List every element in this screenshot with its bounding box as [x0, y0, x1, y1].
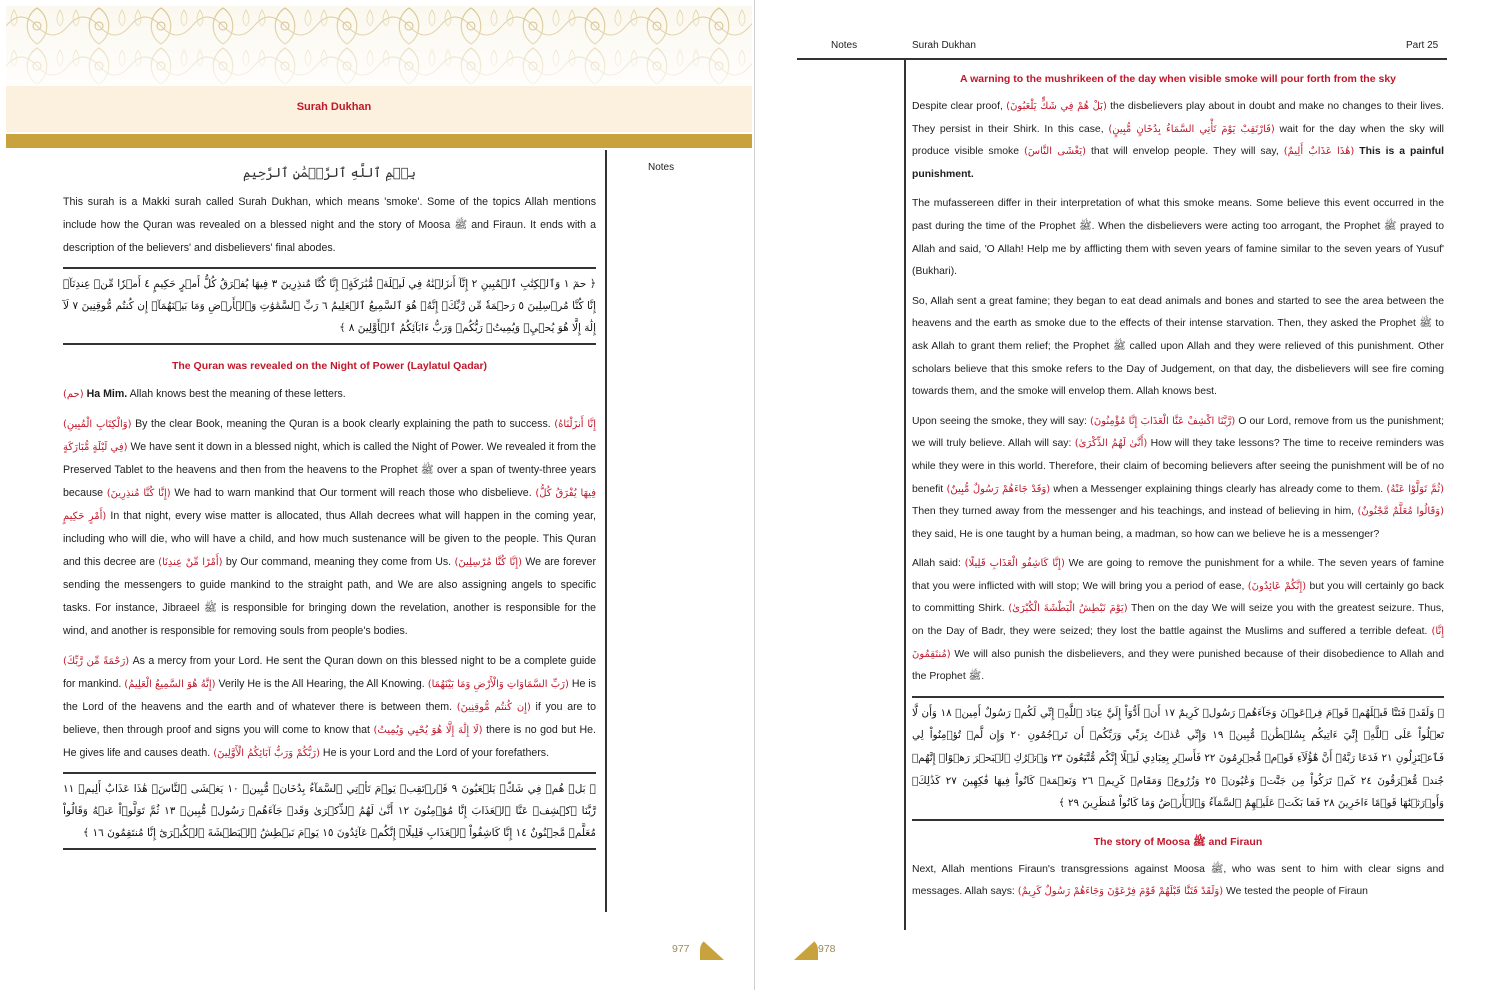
- paragraph: [912, 859, 1444, 904]
- notes-column-rule: [904, 60, 906, 930]
- paragraph: So, Allah sent a great famine; they began to eat dead animals and bones and started to see the area between the heavens and the earth as smoke due to the effects of their intense starvation. Then, they asked the Prophet ﷺ to ask Allah to grant them relief; the Prophet ﷺ called upon Allah and they were relieved of this punishment. Other scholars believe that this smoke refers to the Day of Judgement, on that day, the disbelievers will see fire coming towards them, and the smoke will envelop them. Allah knows best.: [912, 295, 1444, 398]
- text: How will they take lessons? The time to receive reminders was while they were in this world. Therefore, their claim of becoming believers after seeing the punishment will be of no benefit: [912, 438, 1445, 495]
- text: Then on the day We will seize you with the greatest seizure. Thus, on the Day of Badr, they were seized; they lost the battle against the Muslims and suffered a terrible defeat.: [912, 603, 1445, 638]
- surah-title: Surah Dukhan: [296, 101, 372, 113]
- text: As a mercy from your Lord. He sent the Quran down on this blessed night to be a complete guide for mankind.: [63, 655, 596, 690]
- text: the disbelievers play about in doubt and make no changes to their lives. They persist in their Shirk. In this case,: [912, 101, 1445, 135]
- text: they said, He is one taught by a human being, a madman, so how can we believe he is a messenger?: [912, 528, 1380, 540]
- arabic-quote: (إِن كُنتُم مُّوقِنِينَ): [456, 702, 531, 713]
- right-body-column: [912, 62, 1444, 911]
- notes-column-rule: [605, 150, 607, 912]
- arabic-quote: (يَوْمَ نَبْطِشُ الْبَطْشَةَ الْكُبْرَىٰ): [1008, 603, 1128, 615]
- page-number: 978: [818, 943, 836, 955]
- arabic-verses: ﴿ وَلَقَدۡ فَتَنَّا قَبۡلَهُمۡ قَوۡمَ فِرۡعَوۡنَ وَجَآءَهُمۡ رَسُولٞ كَرِيمٌ ١٧ أَنۡ أَدُّوٓاْ إِلَيَّ عِبَادَ ٱللَّهِۖ إِنِّي لَكُمۡ رَسُولٌ أَمِينٞ ١٨ وَأَن لَّا تَعۡلُواْ عَلَى ٱللَّهِۖ إِنِّيٓ ءَاتِيكُم بِسُلۡطَٰنٖ مُّبِينٖ ١٩ وَإِنِّي عُذۡتُ بِرَبِّي وَرَبِّكُمۡ أَن تَرۡجُمُونِ ٢٠ وَإِن لَّمۡ تُؤۡمِنُواْ لِي فَٱعۡتَزِلُونِ ٢١ فَدَعَا رَبَّهُۥٓ أَنَّ هَٰٓؤُلَآءِ قَوۡمٞ مُّجۡرِمُونَ ٢٢ فَأَسۡرِ بِعِبَادِي لَيۡلًا إِنَّكُم مُّتَّبَعُونَ ٢٣ وَٱتۡرُكِ ٱلۡبَحۡرَ رَهۡوًاۖ إِنَّهُمۡ جُندٞ مُّغۡرَقُونَ ٢٤ كَمۡ تَرَكُواْ مِن جَنَّٰتٖ وَعُيُونٖ ٢٥ وَزُرُوعٖ وَمَقَامٖ كَرِيمٖ ٢٦ وَنَعۡمَةٖ كَانُواْ فِيهَا فَٰكِهِينَ ٢٧ كَذَٰلِكَۖ وَأَوۡرَثۡنَٰهَا قَوۡمًا ءَاخَرِينَ ٢٨ فَمَا بَكَتۡ عَلَيۡهِمُ ٱلسَّمَآءُ وَٱلۡأَرۡضُ وَمَا كَانُواْ مُنظَرِينَ ٢٩ ﴾: [912, 706, 1445, 810]
- header-ornament: [6, 6, 752, 86]
- text: O our Lord, remove from us the punishment; we will truly believe. Allah will say:: [912, 415, 1445, 450]
- arabic-quote: (حم): [63, 389, 84, 400]
- paragraph: [912, 411, 1444, 547]
- text: wait for the day when the sky will produce visible smoke: [912, 123, 1444, 158]
- text: Despite clear proof,: [912, 101, 1003, 112]
- paragraph: [912, 96, 1444, 186]
- arabesque-ornament-icon: [6, 6, 752, 86]
- text: Allah said:: [912, 558, 961, 570]
- paragraph: [63, 650, 596, 765]
- page-number: 977: [672, 943, 690, 955]
- bold-text: This is a painful punishment.: [912, 146, 1445, 180]
- text: He is the Lord of the heavens and the earth and of whatever there is between them.: [63, 678, 596, 713]
- arabic-quote: (إِنَّا كَاشِفُو الْعَذَابِ قَلِيلًا): [964, 558, 1065, 570]
- arabic-quote: (ثُمَّ تَوَلَّوْا عَنْهُ): [1386, 483, 1445, 495]
- section-heading: The story of Moosa ﷺ and Firaun: [1093, 835, 1263, 848]
- arabic-quote: (بَلْ هُمْ فِي شَكٍّ يَلْعَبُونَ): [1006, 101, 1107, 112]
- arabic-quote: (إِنَّا كُنَّا مُرْسِلِينَ): [454, 557, 523, 568]
- arabic-quote: (أَمْرًا مِّنْ عِندِنَا): [158, 557, 223, 568]
- arabic-quote: (إِنَّا أَنزَلْنَاهُ فِي لَيْلَةٍ مُّبَارَكَةٍ): [63, 419, 596, 453]
- text: Upon seeing the smoke, they will say:: [912, 415, 1087, 427]
- arabic-verses: ﴿ حمٓ ١ وَٱلۡكِتَٰبِ ٱلۡمُبِينِ ٢ إِنَّآ أَنزَلۡنَٰهُ فِي لَيۡلَةٖ مُّبَٰرَكَةٍۚ إِنَّا كُنَّا مُنذِرِينَ ٣ فِيهَا يُفۡرَقُ كُلُّ أَمۡرٍ حَكِيمٍ ٤ أَمۡرٗا مِّنۡ عِندِنَآۚ إِنَّا كُنَّا مُرۡسِلِينَ ٥ رَحۡمَةٗ مِّن رَّبِّكَۚ إِنَّهُۥ هُوَ ٱلسَّمِيعُ ٱلۡعَلِيمُ ٦ رَبِّ ٱلسَّمَٰوَٰتِ وَٱلۡأَرۡضِ وَمَا بَيۡنَهُمَآۖ إِن كُنتُم مُّوقِنِينَ ٧ لَآ إِلَٰهَ إِلَّا هُوَ يُحۡيِۦ وَيُمِيتُۖ رَبُّكُمۡ وَرَبُّ ءَابَآئِكُمُ ٱلۡأَوَّلِينَ ٨ ﴾: [63, 278, 597, 334]
- arabic-quote: (وَقَدْ جَاءَهُمْ رَسُولٌ مُّبِينٌ): [946, 483, 1051, 495]
- arabic-quote: (رَبُّكُمْ وَرَبُّ آبَائِكُمُ الْأَوَّلِينَ): [213, 748, 320, 759]
- bold-text: Ha Mim.: [86, 388, 128, 400]
- arabic-quote: (رَحْمَةً مِّن رَّبِّكَ): [63, 656, 130, 667]
- arabic-quote: (هَٰذَا عَذَابٌ أَلِيمٌ): [1283, 146, 1355, 158]
- text: that will envelop people. They will say,: [1091, 146, 1279, 158]
- arabic-quote: (وَقَالُوا مُعَلَّمٌ مَّجْنُونٌ): [1357, 506, 1444, 518]
- text: Then they turned away from the messenger and his teachings, and instead of believing in him,: [912, 506, 1355, 518]
- text: We are going to remove the punishment for a while. The seven years of famine that you were inflicted with will stop; We will bring you a period of ease,: [912, 558, 1444, 592]
- running-title: Surah Dukhan: [912, 40, 976, 51]
- text: Allah knows best the meaning of these letters.: [129, 388, 346, 400]
- paragraph: [912, 553, 1444, 689]
- section-heading: The Quran was revealed on the Night of Power (Laylatul Qadar): [171, 360, 488, 372]
- arabic-quote: (إِنَّا مُنتَقِمُونَ): [912, 626, 1445, 660]
- text: We will also punish the disbelievers, and they were punished because of their disobedience to Allah and the Prophet ﷺ.: [912, 648, 1444, 683]
- verse-block-3: [912, 696, 1444, 821]
- text: Next, Allah mentions Firaun's transgressions against Moosa ﷺ, who was sent to him with clear signs and messages. Allah says:: [912, 863, 1444, 898]
- text: if you are to believe, then through proof and signs you will come to know that: [63, 701, 596, 736]
- text: We had to warn mankind that Our torment will reach those who disbelieve.: [174, 487, 532, 499]
- text: He is your Lord and the Lord of your forefathers.: [322, 747, 550, 759]
- verse-block-1: [63, 267, 596, 345]
- page-corner-ornament-icon: [700, 938, 724, 960]
- notes-label: Notes: [648, 162, 675, 173]
- text: We are forever sending the messengers to guide mankind to the straight path, and We are also assigning angels to specific tasks. For instance, Jibraeel ﷺ is responsible for bringing down the revelation, another is responsible for the wind, and another is responsible for removing souls from people's bodies.: [63, 556, 597, 637]
- text: there is no god but He. He gives life and causes death.: [63, 724, 596, 759]
- arabic-verses: ﴿ بَلۡ هُمۡ فِي شَكّٖ يَلۡعَبُونَ ٩ فَٱرۡتَقِبۡ يَوۡمَ تَأۡتِي ٱلسَّمَآءُ بِدُخَانٖ مُّبِينٖ ١٠ يَغۡشَى ٱلنَّاسَۖ هَٰذَا عَذَابٌ أَلِيمٞ ١١ رَّبَّنَا ٱكۡشِفۡ عَنَّا ٱلۡعَذَابَ إِنَّا مُؤۡمِنُونَ ١٢ أَنَّىٰ لَهُمُ ٱلذِّكۡرَىٰ وَقَدۡ جَآءَهُمۡ رَسُولٞ مُّبِينٞ ١٣ ثُمَّ تَوَلَّوۡاْ عَنۡهُ وَقَالُواْ مُعَلَّمٞ مَّجۡنُونٌ ١٤ إِنَّا كَاشِفُواْ ٱلۡعَذَابِ قَلِيلًاۚ إِنَّكُمۡ عَآئِدُونَ ١٥ يَوۡمَ نَبۡطِشُ ٱلۡبَطۡشَةَ ٱلۡكُبۡرَىٰٓ إِنَّا مُنتَقِمُونَ ١٦ ﴾: [63, 783, 596, 839]
- title-band: [6, 86, 752, 132]
- left-body-column: [63, 158, 596, 860]
- arabic-quote: (فَارْتَقِبْ يَوْمَ تَأْتِي السَّمَاءُ بِدُخَانٍ مُّبِينٍ): [1108, 123, 1275, 135]
- paragraph: [63, 383, 596, 406]
- arabic-quote: (وَلَقَدْ فَتَنَّا قَبْلَهُمْ قَوْمَ فِرْعَوْنَ وَجَاءَهُمْ رَسُولٌ كَرِيمٌ): [1017, 886, 1224, 898]
- right-page: [756, 0, 1500, 990]
- arabic-quote: (إِنَّهُ هُوَ السَّمِيعُ الْعَلِيمُ): [124, 679, 216, 690]
- text: Verily He is the All Hearing, the All Knowing.: [218, 678, 425, 690]
- text: In that night, every wise matter is allocated, thus Allah decrees what will happen in the coming year, including who will die, who will have a child, and how much sustenance will be given to the people. This Quran and this decree are: [63, 510, 596, 568]
- page-corner-ornament-icon: [794, 938, 818, 960]
- arabic-quote: (رَبِّ السَّمَاوَاتِ وَالْأَرْضِ وَمَا بَيْنَهُمَا): [427, 679, 569, 690]
- intro-paragraph: This surah is a Makki surah called Surah Dukhan, which means 'smoke'. Some of the topics Allah mentions include how the Quran was revealed on a blessed night and the story of Moosa ﷺ and Firaun. It ends with a description of the believers' and disbelievers' final abodes.: [63, 196, 597, 254]
- arabic-quote: (إِنَّكُمْ عَائِدُونَ): [1247, 580, 1307, 592]
- arabic-quote: (إِنَّا كُنَّا مُنذِرِينَ): [106, 488, 171, 499]
- arabic-quote: (رَّبَّنَا اكْشِفْ عَنَّا الْعَذَابَ إِنَّا مُؤْمِنُونَ): [1090, 415, 1236, 427]
- part-label: Part 25: [1406, 40, 1439, 51]
- arabic-quote: (فِيهَا يُفْرَقُ كُلُّ أَمْرٍ حَكِيمٍ): [63, 488, 596, 522]
- arabic-quote: (أَنَّىٰ لَهُمُ الذِّكْرَىٰ): [1074, 438, 1148, 450]
- text: but you will certainly go back to committing Shirk.: [912, 580, 1445, 615]
- verse-block-2: [63, 772, 596, 850]
- text: We tested the people of Firaun: [1226, 886, 1368, 898]
- header-rule: [797, 58, 1447, 60]
- gold-divider-bar: [6, 134, 752, 148]
- arabic-quote: (وَالْكِتَابِ الْمُبِينِ): [63, 419, 132, 430]
- notes-label: Notes: [831, 40, 858, 51]
- text: by Our command, meaning they come from Us.: [225, 556, 452, 568]
- text: By the clear Book, meaning the Quran is a book clearly explaining the path to success.: [135, 418, 551, 430]
- section-heading: A warning to the mushrikeen of the day when visible smoke will pour forth from the sky: [959, 73, 1397, 85]
- paragraph: The mufassereen differ in their interpretation of what this smoke means. Some believe this event occurred in the past during the time of the Prophet ﷺ. When the disbelievers were acting too arrogant, the Prophet ﷺ prayed to Allah and said, 'O Allah! Help me by afflicting them with seven years of famine similar to the seven years of Yusuf' (Bukhari).: [912, 198, 1445, 278]
- arabic-quote: (لَا إِلَٰهَ إِلَّا هُوَ يُحْيِي وَيُمِيتُ): [373, 725, 483, 736]
- bismillah: بِسۡمِ ٱللَّهِ ٱلرَّحۡمَٰنِ ٱلرَّحِيمِ: [242, 166, 417, 181]
- text: when a Messenger explaining things clearly has already come to them.: [1053, 483, 1384, 495]
- arabic-quote: (يَغْشَى النَّاسَ): [1023, 146, 1087, 158]
- text: We have sent it down in a blessed night, which is called the Night of Power. We revealed it from the Preserved Tablet to the heavens and then from the heavens to the Prophet ﷺ over a span of twenty-three years because: [63, 441, 596, 499]
- paragraph: [63, 413, 596, 643]
